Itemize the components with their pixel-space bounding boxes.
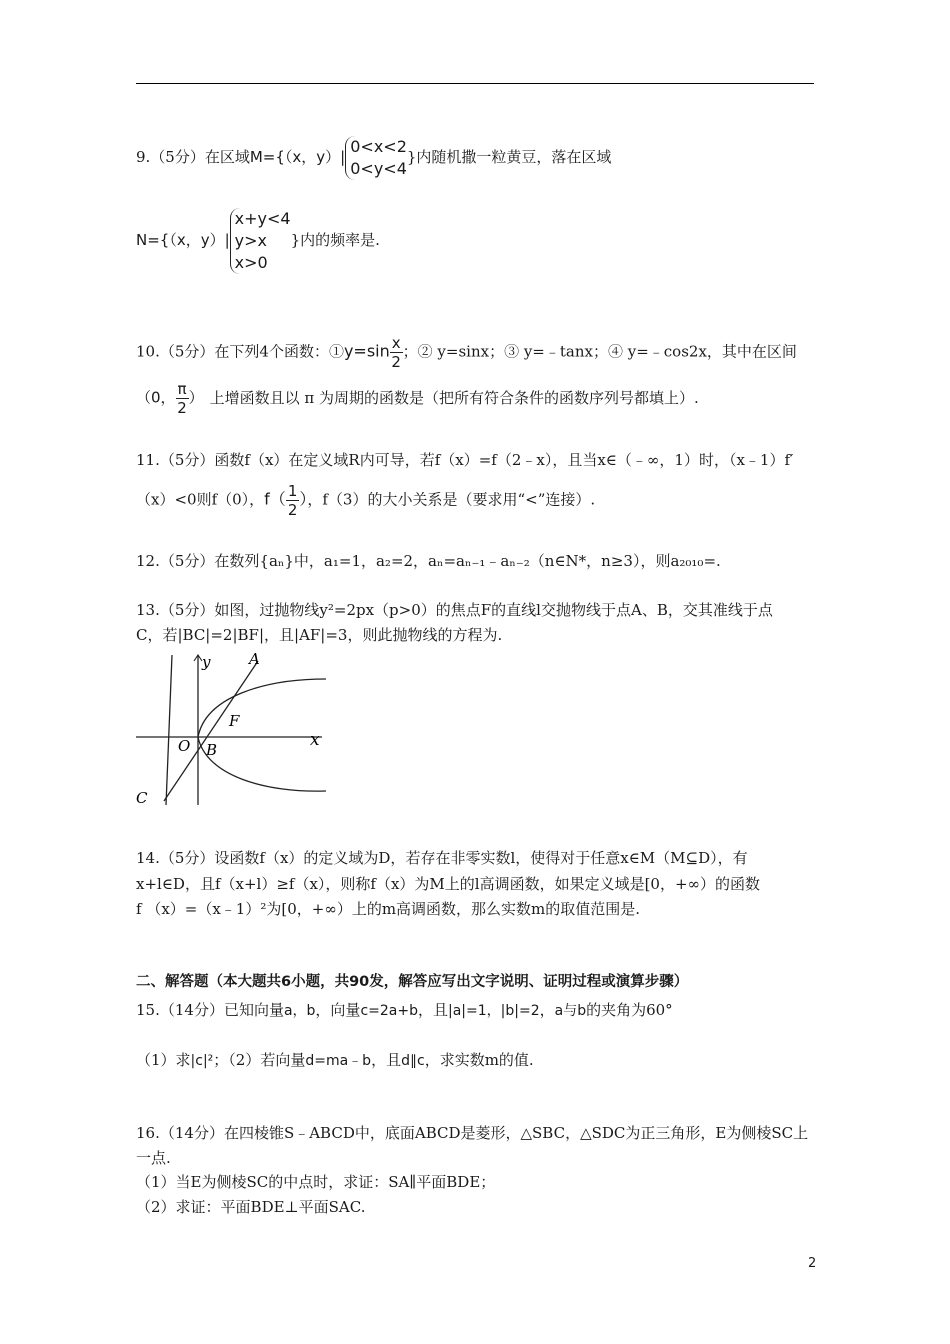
q10-f1-fraction — [390, 334, 403, 371]
q11-half-num: 1 — [287, 482, 298, 500]
q15-d-expression: d=ma﹣b — [305, 1053, 372, 1069]
q11-line1: 11.（5分）函数f（x）在定义域R内可导，若f（x）=f（2﹣x），且当x∈（﹣∞，1）时，（x﹣1）f′ — [136, 451, 794, 469]
q9-case-n-1: x+y<4 — [234, 209, 291, 228]
figure-label-b: B — [206, 741, 218, 759]
question-16-line-3 — [136, 1172, 495, 1192]
q15-vectors-ab: a，b — [283, 1003, 316, 1019]
q9-case-m-2: 0<y<4 — [350, 159, 407, 178]
q16-line1: 16.（14分）在四棱锥S﹣ABCD中，底面ABCD是菱形，△SBC，△SDC为正三角形，E为侧棱SC上 — [136, 1124, 809, 1142]
question-11-line-2 — [136, 482, 595, 519]
q11-line2-a: （x）<0则f（0）， — [136, 490, 265, 509]
q15-line2-b: ；（2）若向量 — [213, 1051, 306, 1069]
q16-line3: （1）当E为侧棱SC的中点时，求证：SA∥平面BDE； — [136, 1173, 496, 1191]
q10-f1-den: 2 — [391, 353, 401, 371]
q10-interval-fraction — [176, 380, 189, 417]
q9-after-n: }内的频率是. — [290, 231, 380, 249]
question-10-line-1 — [136, 334, 797, 371]
q9-case-n-3: x>0 — [234, 253, 268, 272]
q9-set-m: M={（x，y）| — [249, 148, 346, 166]
q12-text: 12.（5分）在数列{aₙ}中，a₁=1，a₂=2，aₙ=aₙ₋₁﹣aₙ₋₂（n∈N*，n≥3），则a₂₀₁₀=. — [136, 552, 721, 570]
question-12 — [136, 551, 721, 571]
q9-after-m: }内随机撒一粒黄豆，落在区域 — [406, 148, 612, 166]
q10-line2: 上增函数且以 π 为周期的函数是（把所有符合条件的函数序列号都填上）. — [209, 388, 699, 407]
q15-line2-d: ，求实数m的值. — [424, 1051, 534, 1069]
q9-cases-n — [230, 208, 291, 274]
section-2-heading-text: 二、解答题（本大题共6小题，共90发，解答应写出文字说明、证明过程或演算步骤） — [136, 974, 689, 990]
q14-line2: x+l∈D，且f（x+l）≥f（x），则称f（x）为M上的l高调函数，如果定义域是[0，+∞）的函数 — [136, 875, 761, 893]
q10-prefix: 10.（5分）在下列4个函数：① — [136, 342, 344, 361]
q14-line1: 14.（5分）设函数f（x）的定义域为D，若存在非零实数l，使得对于任意x∈M（M⊆D），有 — [136, 849, 748, 867]
question-13-line-1 — [136, 600, 773, 620]
q10-interval-num: π — [177, 380, 187, 398]
q15-line2-a: （1）求 — [136, 1051, 191, 1069]
question-10-line-2 — [136, 380, 699, 417]
question-16-line-4 — [136, 1197, 365, 1217]
q14-line3: f （x）=（x﹣1）²为[0，+∞）上的m高调函数，那么实数m的取值范围是. — [136, 900, 641, 918]
figure-label-c: C — [136, 789, 148, 806]
q11-f-half-close: ） — [299, 489, 308, 509]
q15-c-expression: c=2a+b — [360, 1003, 418, 1019]
question-14-line-2 — [136, 874, 760, 894]
question-14-line-3 — [136, 899, 640, 919]
q9-case-m-1: 0<x<2 — [350, 137, 407, 156]
q15-line2-c: ，且 — [371, 1051, 402, 1069]
q15-norm-c: |c|² — [190, 1053, 214, 1069]
q11-line2-b: ，f（3）的大小关系是（要求用“<”连接）. — [307, 490, 596, 509]
question-14-line-1 — [136, 848, 748, 868]
question-15-line-1 — [136, 1000, 673, 1021]
page-number: 2 — [808, 1256, 817, 1271]
question-15-line-2 — [136, 1050, 534, 1071]
q15-angle-vectors: a与b — [554, 1003, 587, 1019]
figure-directrix — [166, 655, 172, 805]
question-11-line-1 — [136, 450, 793, 470]
q15-d-parallel-c: d∥c — [401, 1053, 425, 1069]
question-9-line-1 — [136, 136, 611, 180]
figure-parabola-upper — [198, 679, 326, 737]
figure-label-x: x — [310, 730, 320, 750]
question-16-line-2 — [136, 1148, 171, 1168]
q13-line1: 13.（5分）如图，过抛物线y²=2px（p>0）的焦点F的直线l交抛物线于点A、B，交其准线于点 — [136, 601, 773, 619]
q13-line2: C，若|BC|=2|BF|，且|AF|=3，则此抛物线的方程为. — [136, 626, 503, 644]
q15-a: 15.（14分）已知向量 — [136, 1001, 284, 1019]
figure-parabola-lower — [198, 737, 326, 791]
q9-cases-m — [345, 136, 407, 180]
q10-interval-open: （0， — [136, 388, 176, 407]
question-16-line-1 — [136, 1123, 808, 1143]
q10-interval-den: 2 — [177, 399, 187, 417]
figure-label-f: F — [229, 712, 240, 730]
section-2-heading — [136, 972, 688, 992]
q9-number: 9.（5分）在区域 — [136, 148, 250, 166]
q15-c: ，且 — [417, 1001, 448, 1019]
q9-set-n: N={（x，y）| — [136, 231, 230, 249]
q15-b: ，向量 — [315, 1001, 361, 1019]
q10-f1-num: x — [391, 334, 401, 352]
q15-norm-a: |a|=1， — [447, 1003, 501, 1019]
parabola-figure — [136, 651, 328, 806]
q15-norm-b: |b|=2 — [500, 1003, 540, 1019]
q11-half-den: 2 — [287, 501, 298, 519]
q11-half-fraction — [286, 482, 300, 519]
question-13-line-2 — [136, 625, 502, 645]
q10-rest: ；② y=sinx；③ y=﹣tanx；④ y=﹣cos2x，其中在区间 — [402, 342, 797, 361]
q9-case-n-2: y>x — [234, 231, 267, 250]
q15-d: ， — [539, 1001, 555, 1019]
q16-line4: （2）求证：平面BDE⊥平面SAC. — [136, 1198, 366, 1216]
q16-line2: 一点. — [136, 1149, 171, 1167]
q15-e: 的夹角为60° — [586, 1001, 673, 1019]
figure-label-y: y — [202, 653, 211, 671]
figure-label-o: O — [178, 737, 191, 755]
q11-f-half: f（ — [264, 489, 286, 509]
figure-label-a: A — [249, 651, 260, 668]
q10-f1: y=sin — [343, 341, 390, 361]
header-rule — [136, 83, 814, 84]
question-9-line-2 — [136, 208, 380, 274]
q10-interval-close: ） — [188, 388, 204, 407]
